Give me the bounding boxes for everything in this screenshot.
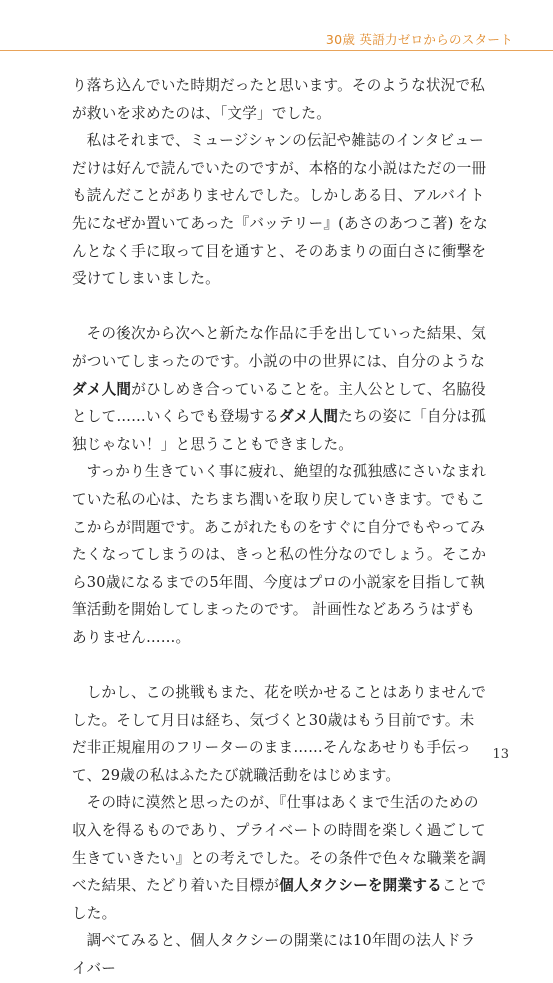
paragraph-7: 調べてみると、個人タクシーの開業には10年間の法人ドライバー xyxy=(72,932,476,977)
paragraph-gap xyxy=(72,651,488,679)
paragraph-5: しかし、この挑戦もまた、花を咲かせることはありませんでした。そして月日は経ち、気づくと30歳はもう目前です。未だ非正規雇用のフリーターのまま……そんなあせりも手伝って、29歳の私はふたたび就職活動をはじめます。 xyxy=(72,684,487,784)
paragraph-6: その時に漠然と思ったのが、『仕事はあくまで生活のための収入を得るものであり、プライベートの時間を楽しく過ごして生きていきたい』との考えでした。その条件で色々な職業を調べた結果、たどり着いた目標が個人タクシーを開業することでした。 xyxy=(72,794,487,922)
emphasis-dame-ningen: ダメ人間 xyxy=(278,408,339,426)
emphasis-dame-ningen: ダメ人間 xyxy=(72,380,132,398)
body-text xyxy=(72,72,488,983)
paragraph-gap xyxy=(72,293,488,321)
page-number: 13 xyxy=(492,747,509,762)
paragraph-1: り落ち込んでいた時期だったと思います。そのような状況で私が救いを求めたのは、「文学」でした。 xyxy=(72,77,486,122)
paragraph-2: 私はそれまで、ミュージシャンの伝記や雑誌のインタビューだけは好んで読んでいたのですが、本格的な小説はただの一冊も読んだことがありませんでした。しかしある日、アルバイト先になぜか置いてあった『バッテリー』(あさのあつこ著) をなんとなく手に取って目を通すと、そのあまりの面白さに衝撃を受けてしまいました。 xyxy=(72,132,488,288)
running-header: 30歳 英語力ゼロからのスタート xyxy=(325,32,513,47)
emphasis-kojin-taxi: 個人タクシーを開業する xyxy=(279,877,442,895)
header-rule xyxy=(0,50,553,51)
paragraph-4: すっかり生きていく事に疲れ、絶望的な孤独感にさいなまれていた私の心は、たちまち潤いを取り戻していきます。でもここからが問題です。あこがれたものをすぐに自分でもやってみたくなってしまうのは、きっと私の性分なのでしょう。そこから30歳になるまでの5年間、今度はプロの小説家を目指して執筆活動を開始してしまったのです。 計画性などあろうはずもありません……。 xyxy=(72,463,487,646)
paragraph-3: その後次から次へと新たな作品に手を出していった結果、気がついてしまったのです。小説の中の世界には、自分のようなダメ人間がひしめき合っていることを。主人公として、名脇役として……いくらでも登場するダメ人間たちの姿に「自分は孤独じゃない！」と思うこともできました。 xyxy=(72,325,487,453)
